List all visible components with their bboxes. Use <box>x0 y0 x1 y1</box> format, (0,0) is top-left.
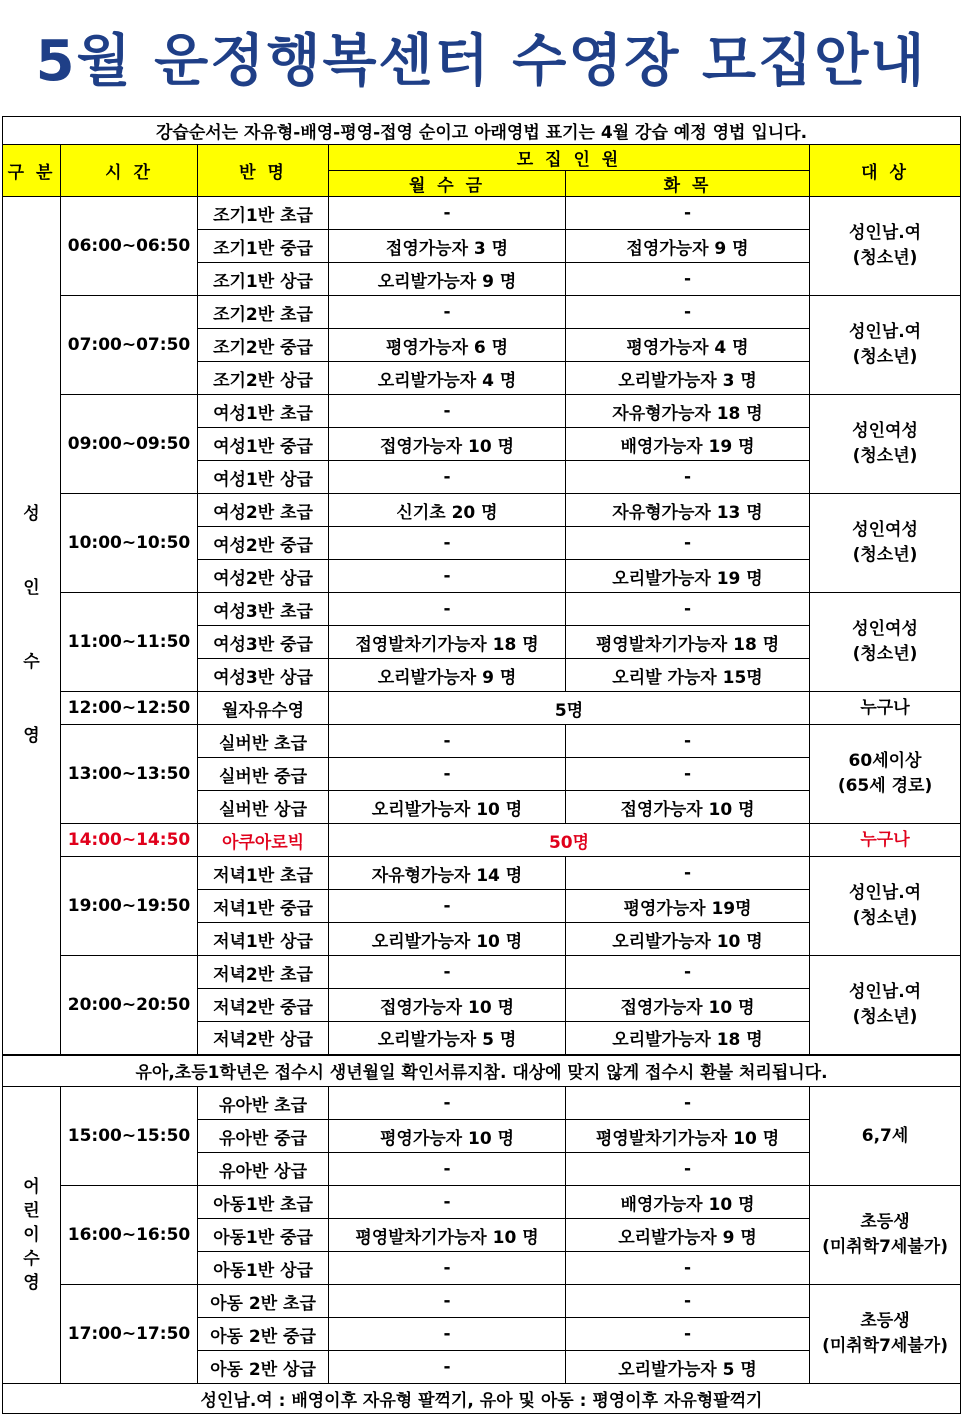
order-notice-banner: 강습순서는 자유형-배영-평영-접영 순이고 아래영법 표기는 4월 강습 예정 영법 입니다. <box>3 117 961 145</box>
class-name: 아동1반 중급 <box>198 1219 329 1252</box>
mwf-count: 오리발가능자 9 명 <box>329 263 566 296</box>
aqua-count: 50명 <box>329 824 810 857</box>
target-line1: 초등생 <box>860 1311 910 1331</box>
time-slot: 15:00~15:50 <box>61 1087 198 1186</box>
target-line2: (청소년) <box>852 347 918 367</box>
class-name: 여성2반 중급 <box>198 527 329 560</box>
mwf-count: - <box>329 725 566 758</box>
target-group <box>810 494 961 593</box>
tt-count: - <box>566 956 810 989</box>
class-name: 조기2반 초급 <box>198 296 329 329</box>
class-name: 아동 2반 상급 <box>198 1351 329 1384</box>
header-mon-wed-fri: 월 수 금 <box>329 171 566 197</box>
mwf-count: - <box>329 1186 566 1219</box>
class-name: 유아반 중급 <box>198 1120 329 1153</box>
schedule-table <box>2 116 961 1414</box>
tt-count: - <box>566 461 810 494</box>
mwf-count: - <box>329 1153 566 1186</box>
target-group <box>810 296 961 395</box>
tt-count: 접영가능자 10 명 <box>566 989 810 1022</box>
category-char: 수 <box>23 652 40 673</box>
header-target: 대 상 <box>810 145 961 197</box>
mwf-count: - <box>329 956 566 989</box>
mwf-count: 접영가능자 10 명 <box>329 989 566 1022</box>
time-slot: 20:00~20:50 <box>61 956 198 1055</box>
target-group <box>810 857 961 956</box>
target-line1: 성인남.여 <box>848 883 922 903</box>
mwf-count: - <box>329 593 566 626</box>
category-char: 성 <box>23 504 40 525</box>
tt-count: 오리발가능자 10 명 <box>566 923 810 956</box>
tt-count: - <box>566 1285 810 1318</box>
target-group <box>810 1087 961 1186</box>
mwf-count: 자유형가능자 14 명 <box>329 857 566 890</box>
class-name: 월자유수영 <box>198 692 329 725</box>
class-name: 조기2반 상급 <box>198 362 329 395</box>
mwf-count: 접영발차기가능자 18 명 <box>329 626 566 659</box>
time-slot: 10:00~10:50 <box>61 494 198 593</box>
page-title: 5월 운정행복센터 수영장 모집안내 <box>35 29 927 94</box>
class-name: 유아반 초급 <box>198 1087 329 1120</box>
time-slot: 09:00~09:50 <box>61 395 198 494</box>
tt-count: - <box>566 857 810 890</box>
tt-count: - <box>566 1087 810 1120</box>
tt-count: 평영발차기가능자 10 명 <box>566 1120 810 1153</box>
target-line2: (미취학7세불가) <box>822 1237 948 1257</box>
class-name: 여성3반 상급 <box>198 659 329 692</box>
tt-count: - <box>566 593 810 626</box>
tt-count: - <box>566 1252 810 1285</box>
category-char: 린 <box>23 1201 40 1221</box>
time-slot: 17:00~17:50 <box>61 1285 198 1384</box>
class-name: 저녁2반 중급 <box>198 989 329 1022</box>
target-line2: (청소년) <box>852 908 918 928</box>
mwf-count: - <box>329 527 566 560</box>
target-line2: (청소년) <box>852 644 918 664</box>
class-name: 저녁1반 중급 <box>198 890 329 923</box>
target-group <box>810 395 961 494</box>
mwf-count: - <box>329 1318 566 1351</box>
mwf-count: 평영가능자 10 명 <box>329 1120 566 1153</box>
header-recruit: 모 집 인 원 <box>329 145 810 171</box>
mwf-count: 평영발차기가능자 10 명 <box>329 1219 566 1252</box>
mwf-count: 오리발가능자 10 명 <box>329 923 566 956</box>
tt-count: - <box>566 197 810 230</box>
class-name: 여성1반 상급 <box>198 461 329 494</box>
time-slot: 14:00~14:50 <box>61 824 198 857</box>
class-name: 조기1반 중급 <box>198 230 329 263</box>
target-line2: (청소년) <box>852 248 918 268</box>
mwf-count: - <box>329 1351 566 1384</box>
class-name: 아쿠아로빅 <box>198 824 329 857</box>
class-name: 여성2반 초급 <box>198 494 329 527</box>
category-char: 어 <box>23 1177 40 1197</box>
tt-count: - <box>566 296 810 329</box>
time-slot: 07:00~07:50 <box>61 296 198 395</box>
class-name: 저녁2반 상급 <box>198 1022 329 1055</box>
class-name: 조기2반 중급 <box>198 329 329 362</box>
target-line1: 6,7세 <box>861 1125 909 1146</box>
tt-count: - <box>566 1318 810 1351</box>
class-name: 여성1반 초급 <box>198 395 329 428</box>
tt-count: - <box>566 1153 810 1186</box>
target-line1: 성인여성 <box>852 619 918 639</box>
header-time: 시 간 <box>61 145 198 197</box>
target-group <box>810 197 961 296</box>
tt-count: 평영가능자 4 명 <box>566 329 810 362</box>
tt-count: 자유형가능자 18 명 <box>566 395 810 428</box>
category-char: 영 <box>23 726 40 747</box>
mwf-count: 접영가능자 3 명 <box>329 230 566 263</box>
free-swim-count: 5명 <box>329 692 810 725</box>
class-name: 조기1반 상급 <box>198 263 329 296</box>
time-slot: 06:00~06:50 <box>61 197 198 296</box>
target-line2: (청소년) <box>852 545 918 565</box>
target-line1: 성인여성 <box>852 520 918 540</box>
tt-count: 배영가능자 10 명 <box>566 1186 810 1219</box>
category-char: 이 <box>23 1225 40 1245</box>
header-category: 구 분 <box>3 145 61 197</box>
target-group: 누구나 <box>810 824 961 857</box>
target-group: 누구나 <box>810 692 961 725</box>
class-name: 여성3반 초급 <box>198 593 329 626</box>
class-name: 여성2반 상급 <box>198 560 329 593</box>
target-line1: 성인남.여 <box>848 223 922 243</box>
target-group <box>810 1186 961 1285</box>
class-name: 실버반 초급 <box>198 725 329 758</box>
class-name: 실버반 중급 <box>198 758 329 791</box>
tt-count: - <box>566 725 810 758</box>
class-name: 아동 2반 중급 <box>198 1318 329 1351</box>
target-line2: (65세 경로) <box>837 776 933 796</box>
mwf-count: - <box>329 890 566 923</box>
mwf-count: 오리발가능자 10 명 <box>329 791 566 824</box>
tt-count: 오리발가능자 18 명 <box>566 1022 810 1055</box>
tt-count: 오리발가능자 5 명 <box>566 1351 810 1384</box>
mwf-count: - <box>329 461 566 494</box>
mwf-count: - <box>329 758 566 791</box>
target-group <box>810 956 961 1055</box>
mwf-count: - <box>329 395 566 428</box>
category-char: 수 <box>23 1249 40 1269</box>
tt-count: 자유형가능자 13 명 <box>566 494 810 527</box>
mwf-count: - <box>329 1252 566 1285</box>
tt-count: 오리발가능자 19 명 <box>566 560 810 593</box>
time-slot: 19:00~19:50 <box>61 857 198 956</box>
mwf-count: - <box>329 296 566 329</box>
tt-count: - <box>566 263 810 296</box>
target-line1: 성인남.여 <box>848 981 922 1002</box>
tt-count: 배영가능자 19 명 <box>566 428 810 461</box>
mwf-count: - <box>329 1285 566 1318</box>
mwf-count: - <box>329 197 566 230</box>
time-slot: 16:00~16:50 <box>61 1186 198 1285</box>
tt-count: 오리발 가능자 15명 <box>566 659 810 692</box>
class-name: 실버반 상급 <box>198 791 329 824</box>
class-name: 유아반 상급 <box>198 1153 329 1186</box>
category-kids-swim <box>3 1087 61 1384</box>
time-slot: 11:00~11:50 <box>61 593 198 692</box>
tt-count: 오리발가능자 3 명 <box>566 362 810 395</box>
target-line1: 60세이상 <box>848 751 922 771</box>
class-name: 조기1반 초급 <box>198 197 329 230</box>
tt-count: 평영발차기가능자 18 명 <box>566 626 810 659</box>
target-line2: (청소년) <box>852 1006 918 1027</box>
mwf-count: 접영가능자 10 명 <box>329 428 566 461</box>
category-adult-swim <box>3 197 61 1055</box>
tt-count: - <box>566 758 810 791</box>
class-name: 아동 2반 초급 <box>198 1285 329 1318</box>
mwf-count: - <box>329 560 566 593</box>
tt-count: - <box>566 527 810 560</box>
class-name: 저녁1반 상급 <box>198 923 329 956</box>
class-name: 여성3반 중급 <box>198 626 329 659</box>
class-name: 여성1반 중급 <box>198 428 329 461</box>
target-group <box>810 1285 961 1384</box>
header-class: 반 명 <box>198 145 329 197</box>
target-line2: (청소년) <box>852 446 918 466</box>
target-group <box>810 725 961 824</box>
mwf-count: 오리발가능자 9 명 <box>329 659 566 692</box>
target-line1: 성인여성 <box>852 421 918 441</box>
tt-count: 접영가능자 9 명 <box>566 230 810 263</box>
class-name: 아동1반 상급 <box>198 1252 329 1285</box>
kids-notice-banner: 유아,초등1학년은 접수시 생년월일 확인서류지참. 대상에 맞지 않게 접수시 환불 처리됩니다. <box>3 1055 961 1087</box>
target-line1: 초등생 <box>860 1212 910 1232</box>
class-name: 저녁1반 초급 <box>198 857 329 890</box>
tt-count: 접영가능자 10 명 <box>566 791 810 824</box>
tt-count: 평영가능자 19명 <box>566 890 810 923</box>
tt-count: 오리발가능자 9 명 <box>566 1219 810 1252</box>
category-char: 영 <box>23 1273 40 1293</box>
time-slot: 12:00~12:50 <box>61 692 198 725</box>
mwf-count: 신기초 20 명 <box>329 494 566 527</box>
mwf-count: 오리발가능자 5 명 <box>329 1022 566 1055</box>
target-group <box>810 593 961 692</box>
stroke-notice-banner: 성인남.여 : 배영이후 자유형 팔꺽기, 유아 및 아동 : 평영이후 자유형팔꺽기 <box>3 1384 961 1414</box>
mwf-count: 오리발가능자 4 명 <box>329 362 566 395</box>
mwf-count: 평영가능자 6 명 <box>329 329 566 362</box>
time-slot: 13:00~13:50 <box>61 725 198 824</box>
category-char: 인 <box>23 578 40 599</box>
class-name: 아동1반 초급 <box>198 1186 329 1219</box>
target-line1: 성인남.여 <box>848 322 922 342</box>
mwf-count: - <box>329 1087 566 1120</box>
class-name: 저녁2반 초급 <box>198 956 329 989</box>
header-tue-thu: 화 목 <box>566 171 810 197</box>
target-line2: (미취학7세불가) <box>822 1336 948 1356</box>
